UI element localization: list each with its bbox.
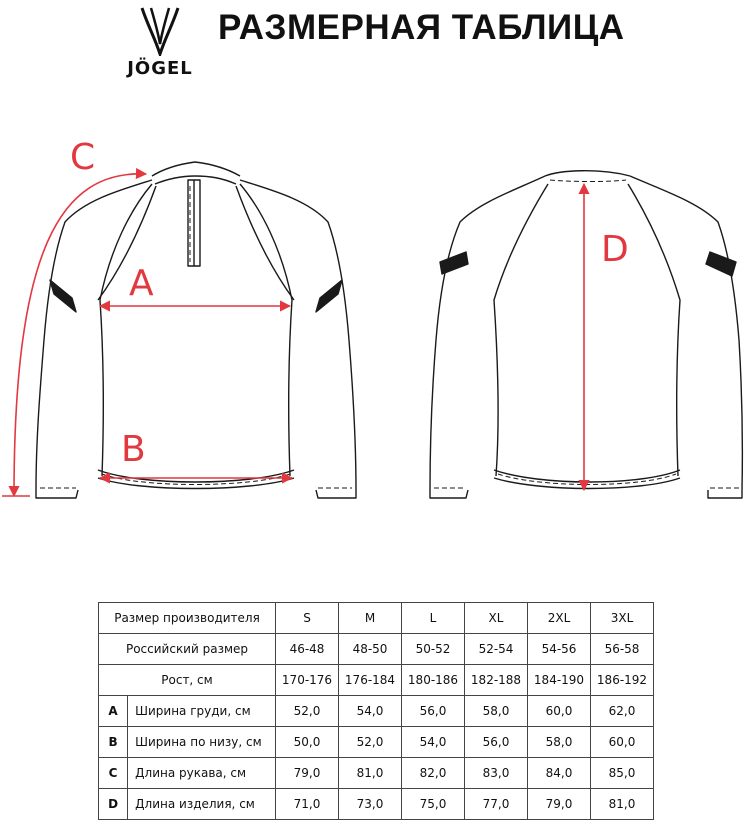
cell: 62,0 — [591, 696, 654, 727]
back-view — [430, 171, 742, 498]
cell: 56-58 — [591, 634, 654, 665]
page-title: РАЗМЕРНАЯ ТАБЛИЦА — [218, 8, 625, 47]
cell: XL — [465, 603, 528, 634]
cell: 77,0 — [465, 789, 528, 820]
label-c: C — [70, 137, 96, 178]
table-row — [99, 696, 654, 727]
cell: 50,0 — [276, 727, 339, 758]
table-row — [99, 789, 654, 820]
cell: 60,0 — [528, 696, 591, 727]
table-row — [99, 758, 654, 789]
size-table — [98, 602, 654, 820]
label-a: A — [129, 263, 154, 304]
cell: 81,0 — [339, 758, 402, 789]
cell: 176-184 — [339, 665, 402, 696]
row-label: Рост, см — [99, 665, 276, 696]
cell: 3XL — [591, 603, 654, 634]
measure-letter: C — [99, 758, 128, 789]
jogel-emblem-icon — [136, 6, 184, 56]
measure-letter: A — [99, 696, 128, 727]
label-b: B — [121, 429, 146, 470]
cell: M — [339, 603, 402, 634]
measure-letter: B — [99, 727, 128, 758]
cell: L — [402, 603, 465, 634]
cell: 52-54 — [465, 634, 528, 665]
cell: 48-50 — [339, 634, 402, 665]
cell: 56,0 — [465, 727, 528, 758]
cell: 81,0 — [591, 789, 654, 820]
cell: 82,0 — [402, 758, 465, 789]
measure-label: Ширина груди, см — [128, 696, 276, 727]
cell: 58,0 — [465, 696, 528, 727]
cell: 186-192 — [591, 665, 654, 696]
cell: 75,0 — [402, 789, 465, 820]
measure-letter: D — [99, 789, 128, 820]
jacket-drawings — [0, 130, 746, 520]
cell: 2XL — [528, 603, 591, 634]
measure-label: Ширина по низу, см — [128, 727, 276, 758]
cell: 56,0 — [402, 696, 465, 727]
cell: 46-48 — [276, 634, 339, 665]
cell: 50-52 — [402, 634, 465, 665]
cell: 58,0 — [528, 727, 591, 758]
row-label: Российский размер — [99, 634, 276, 665]
front-view — [36, 162, 356, 498]
cell: 52,0 — [339, 727, 402, 758]
cell: 79,0 — [276, 758, 339, 789]
cell: 60,0 — [591, 727, 654, 758]
cell: 71,0 — [276, 789, 339, 820]
table-row — [99, 665, 654, 696]
cell: 79,0 — [528, 789, 591, 820]
table-row — [99, 634, 654, 665]
cell: S — [276, 603, 339, 634]
row-label: Размер производителя — [99, 603, 276, 634]
cell: 54,0 — [402, 727, 465, 758]
brand-logo — [112, 6, 208, 80]
measure-label: Длина рукава, см — [128, 758, 276, 789]
cell: 180-186 — [402, 665, 465, 696]
label-d: D — [601, 229, 629, 270]
cell: 52,0 — [276, 696, 339, 727]
brand-name: JÖGEL — [127, 58, 193, 79]
cell: 182-188 — [465, 665, 528, 696]
cell: 83,0 — [465, 758, 528, 789]
cell: 170-176 — [276, 665, 339, 696]
measure-label: Длина изделия, см — [128, 789, 276, 820]
table-row — [99, 727, 654, 758]
cell: 85,0 — [591, 758, 654, 789]
table-row — [99, 603, 654, 634]
cell: 184-190 — [528, 665, 591, 696]
cell: 84,0 — [528, 758, 591, 789]
cell: 54,0 — [339, 696, 402, 727]
cell: 73,0 — [339, 789, 402, 820]
cell: 54-56 — [528, 634, 591, 665]
